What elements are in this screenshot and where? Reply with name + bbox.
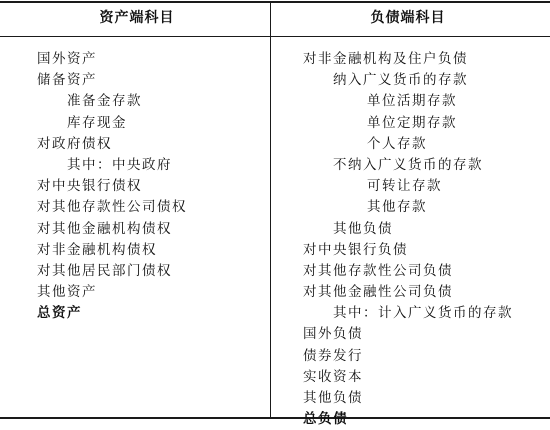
liability-item: 其他负债 [303,390,363,406]
liability-item: 其他负债 [333,220,393,237]
liabilities-list [303,49,513,430]
liability-item: 债券发行 [303,347,363,364]
liability-item: 单位定期存款 [367,114,457,131]
asset-item: 库存现金 [67,114,127,131]
asset-item: 对其他存款性公司债权 [37,199,187,216]
liability-item: 可转让存款 [367,178,442,195]
liability-item: 对中央银行负债 [303,241,408,258]
column-divider [270,2,271,418]
liability-item: 对其他金融性公司负债 [303,284,453,301]
asset-item: 储备资产 [37,72,97,89]
asset-item: 对政府债权 [37,135,112,152]
liability-item: 其他存款 [367,199,427,216]
liability-item: 其中：计入广义货币的存款 [333,305,513,322]
liability-item: 个人存款 [367,135,427,152]
liability-item: 实收资本 [303,368,363,385]
liability-item: 单位活期存款 [367,93,457,110]
liability-item: 国外负债 [303,326,363,343]
liabilities-column-header: 负债端科目 [370,10,446,26]
asset-item: 对其他居民部门债权 [37,262,172,279]
asset-item: 准备金存款 [67,93,142,110]
asset-item: 总资产 [37,305,82,322]
assets-list [37,49,187,324]
liability-item: 不纳入广义货币的存款 [333,156,483,173]
asset-item: 对其他金融机构债权 [37,220,172,237]
liability-item: 对其他存款性公司负债 [303,262,453,279]
header-rule [0,36,550,37]
top-rule [0,1,550,3]
asset-item: 对非金融机构债权 [37,241,157,258]
asset-item: 对中央银行债权 [37,178,142,195]
asset-item: 国外资产 [37,51,97,67]
asset-item: 其他资产 [37,284,97,301]
liability-item: 总负债 [303,411,348,428]
asset-item: 其中：中央政府 [67,156,172,173]
liability-item: 对非金融机构及住户负债 [303,51,468,67]
assets-column-header: 资产端科目 [99,10,175,26]
liability-item: 纳入广义货币的存款 [333,72,468,89]
